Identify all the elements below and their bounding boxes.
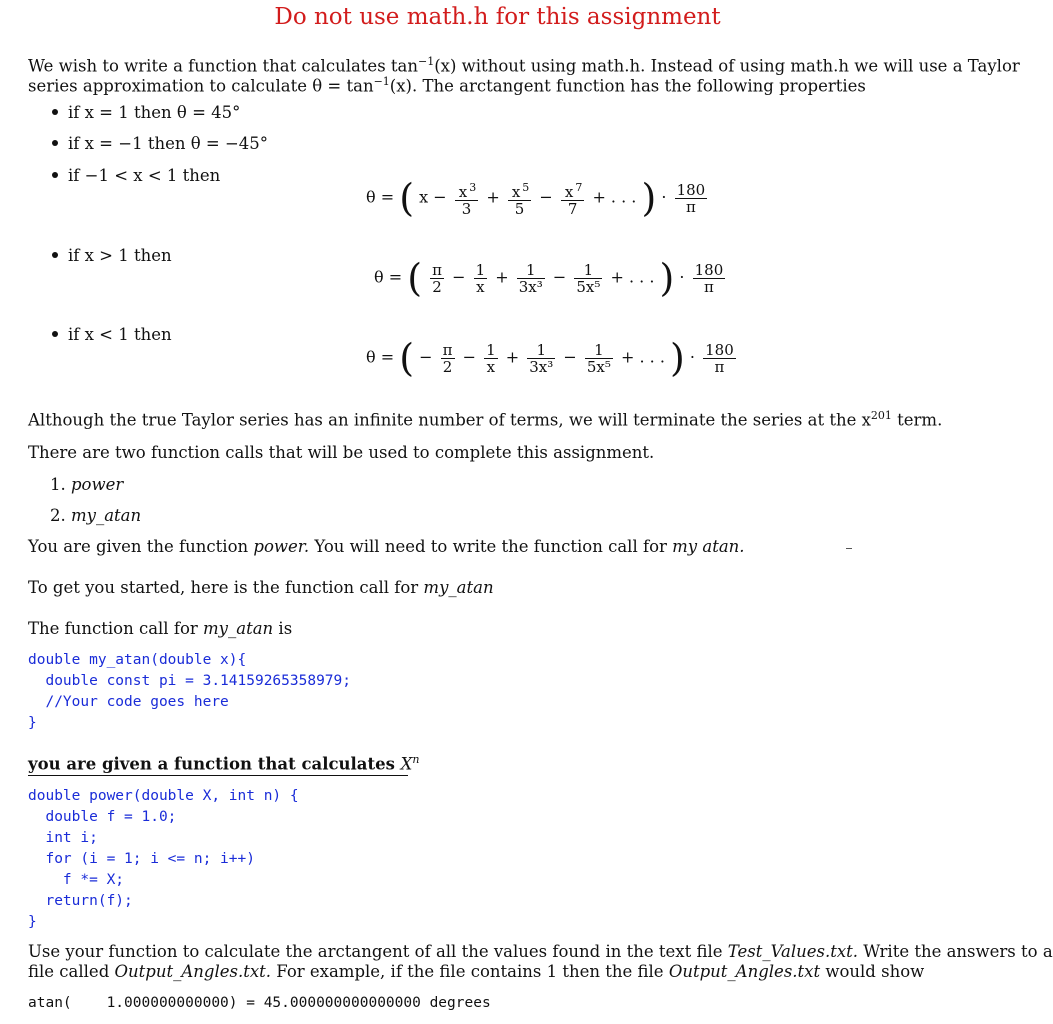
operator: + xyxy=(505,347,520,367)
file-name: Test_Values.txt. xyxy=(727,942,859,961)
bullet-x-eq-1 xyxy=(52,103,240,122)
right-paren: ) xyxy=(659,256,675,300)
right-paren: ) xyxy=(641,176,657,220)
file-name: Output_Angles.txt xyxy=(668,962,821,981)
numerator: 1 xyxy=(517,262,545,279)
note-text: term. xyxy=(891,410,943,430)
term-1-over-3x3 xyxy=(527,342,555,375)
term-x: x − xyxy=(419,187,447,207)
term-pi-over-2 xyxy=(430,262,444,295)
use-text: Write the answers to a xyxy=(858,942,1053,961)
call-item-power xyxy=(50,475,123,495)
left-paren: ( xyxy=(399,176,415,220)
numerator: 1 xyxy=(486,340,496,359)
denominator: x xyxy=(486,357,496,376)
code-line: double f = 1.0; xyxy=(28,809,177,825)
list-number: 1. xyxy=(50,475,66,494)
use-text: file called xyxy=(28,962,115,981)
bullet-text: if x = −1 then θ = −45° xyxy=(68,134,269,153)
code-power xyxy=(28,786,299,933)
bullet-text: if x < 1 then xyxy=(68,325,172,344)
bullet-x-gt-1 xyxy=(52,246,172,265)
call-item-my-atan xyxy=(50,506,141,526)
code-line: int i; xyxy=(28,830,98,846)
exponent: 5 xyxy=(522,180,530,194)
denominator: 3x³ xyxy=(518,277,543,296)
left-paren: ( xyxy=(407,256,423,300)
list-number: 2. xyxy=(50,506,66,525)
operator: − xyxy=(452,267,466,287)
operator: − xyxy=(552,267,567,287)
inverse-superscript: −1 xyxy=(418,55,435,68)
bullet-text: if −1 < x < 1 then xyxy=(68,166,221,185)
code-line: double power(double X, int n) { xyxy=(28,788,299,804)
bullet-dot-icon xyxy=(52,331,58,337)
denominator: x xyxy=(476,277,485,296)
numerator: π xyxy=(442,340,453,359)
exponent: n xyxy=(412,753,420,766)
operator: − xyxy=(539,187,553,207)
theta-equals: θ = xyxy=(366,187,395,207)
bullet-dot-icon xyxy=(52,109,58,115)
right-paren: ) xyxy=(670,336,685,380)
denominator: 5x⁵ xyxy=(586,357,611,376)
denominator: 5x⁵ xyxy=(576,277,601,296)
operator: − xyxy=(419,347,433,367)
denominator: 3 xyxy=(461,199,472,218)
use-line-1 xyxy=(28,942,1053,962)
theta-equals: θ = xyxy=(374,267,403,287)
exponent: 7 xyxy=(575,180,583,194)
given-text: You will need to write the function call for xyxy=(309,537,673,556)
ellipsis: + . . . xyxy=(620,347,665,367)
intro-line-2 xyxy=(28,72,866,97)
started-text: To get you started, here is the function call for xyxy=(28,578,424,597)
numerator: 180 xyxy=(676,180,706,199)
use-text: For example, if the file contains 1 then the file xyxy=(271,962,669,981)
code-line: } xyxy=(28,715,37,731)
numerator: x xyxy=(511,182,521,201)
function-name: my_atan xyxy=(203,619,274,638)
intro-text: (x). The arctangent function has the following properties xyxy=(389,76,866,96)
denominator: 7 xyxy=(567,199,578,218)
denominator: π xyxy=(685,197,696,216)
formula-series-negative-x xyxy=(366,336,739,380)
inverse-superscript: −1 xyxy=(373,75,390,88)
conversion-factor xyxy=(703,342,736,375)
term-1-over-5x5 xyxy=(585,342,613,375)
term-1-over-x xyxy=(474,262,488,295)
given-paragraph xyxy=(28,537,745,557)
denominator: 2 xyxy=(432,277,442,296)
denominator: 5 xyxy=(514,199,525,218)
term-1-over-3x3 xyxy=(517,262,545,295)
code-my-atan xyxy=(28,650,351,734)
note-text: Although the true Taylor series has an infinite number of terms, we will terminate the series at the x xyxy=(28,410,871,430)
exponent: 3 xyxy=(469,180,477,194)
use-line-2 xyxy=(28,962,924,982)
multiply-dot: · xyxy=(689,347,696,367)
term-1-over-5x5 xyxy=(574,262,602,295)
denominator: π xyxy=(714,357,725,376)
code-line: return(f); xyxy=(28,893,133,909)
code-line: for (i = 1; i <= n; i++) xyxy=(28,851,255,867)
numerator: x xyxy=(458,182,468,201)
heading-underline xyxy=(28,775,408,776)
denominator: 3x³ xyxy=(529,357,554,376)
conversion-factor xyxy=(693,262,726,295)
numerator: 180 xyxy=(705,340,734,359)
bullet-dot-icon xyxy=(52,252,58,258)
power-heading xyxy=(28,753,419,774)
code-line: double my_atan(double x){ xyxy=(28,652,247,668)
code-line: double const pi = 3.14159265358979; xyxy=(28,673,352,689)
page-title: Do not use math.h for this assignment xyxy=(274,4,721,30)
intro-text: (x) without using math.h. Instead of using math.h we will use a Taylor xyxy=(434,56,1020,76)
file-name: Output_Angles.txt. xyxy=(114,962,272,981)
numerator: 1 xyxy=(475,260,486,279)
conversion-factor xyxy=(675,182,708,215)
numerator: 1 xyxy=(585,342,613,359)
operator: + xyxy=(495,267,509,287)
taylor-note xyxy=(28,406,942,431)
term-1-over-x xyxy=(484,342,498,375)
intro-text: We wish to write a function that calculates tan xyxy=(28,56,419,76)
denominator: π xyxy=(704,277,714,296)
term-pi-over-2 xyxy=(441,342,455,375)
term-x5-over-5 xyxy=(508,180,531,217)
denominator: 2 xyxy=(442,357,453,376)
callfor-text: is xyxy=(273,619,293,638)
exponent: 201 xyxy=(870,409,892,422)
callfor-text: The function call for xyxy=(28,619,204,638)
numerator: x xyxy=(564,182,574,201)
multiply-dot: · xyxy=(679,267,685,287)
bullet-x-between xyxy=(52,166,220,185)
bullet-x-eq-neg1 xyxy=(52,134,268,153)
function-name: my atan. xyxy=(672,537,745,556)
heading-text: you are given a function that calculates xyxy=(28,754,401,774)
variable-x: X xyxy=(400,754,413,774)
theta-equals: θ = xyxy=(366,347,395,367)
calls-intro: There are two function calls that will be used to complete this assignment. xyxy=(28,443,655,462)
stray-mark xyxy=(846,548,852,549)
ellipsis: + . . . xyxy=(610,267,655,287)
bullet-text: if x = 1 then θ = 45° xyxy=(68,103,241,122)
formula-series-small-x xyxy=(366,176,710,220)
code-line: f *= X; xyxy=(28,872,125,888)
bullet-x-lt-1 xyxy=(52,325,172,344)
code-line: } xyxy=(28,914,37,930)
bullet-text: if x > 1 then xyxy=(68,246,172,265)
operator: − xyxy=(462,347,476,367)
function-name: my_atan xyxy=(423,578,494,597)
use-text: Use your function to calculate the arctangent of all the values found in the text file xyxy=(28,942,728,961)
multiply-dot: · xyxy=(661,187,667,207)
function-name: power xyxy=(71,475,124,494)
example-output: atan( 1.000000000000) = 45.000000000000000 degrees xyxy=(28,995,491,1011)
operator: − xyxy=(563,347,577,367)
function-name: my_atan xyxy=(71,506,142,525)
operator: + xyxy=(486,187,500,207)
intro-text: series approximation to calculate θ = tan xyxy=(28,76,374,96)
bullet-dot-icon xyxy=(52,172,58,178)
bullet-dot-icon xyxy=(52,140,58,146)
code-line: //Your code goes here xyxy=(28,694,229,710)
given-text: You are given the function xyxy=(28,537,254,556)
numerator: 1 xyxy=(527,342,555,359)
numerator: π xyxy=(432,260,442,279)
numerator: 1 xyxy=(574,262,602,279)
ellipsis: + . . . xyxy=(592,187,637,207)
term-x7-over-7 xyxy=(561,180,584,217)
left-paren: ( xyxy=(399,336,415,380)
use-text: would show xyxy=(820,962,925,981)
callfor-paragraph xyxy=(28,619,292,639)
started-paragraph xyxy=(28,578,494,598)
function-name: power. xyxy=(253,537,310,556)
formula-series-large-x xyxy=(374,256,728,300)
term-x3-over-3 xyxy=(455,180,478,217)
numerator: 180 xyxy=(694,260,724,279)
